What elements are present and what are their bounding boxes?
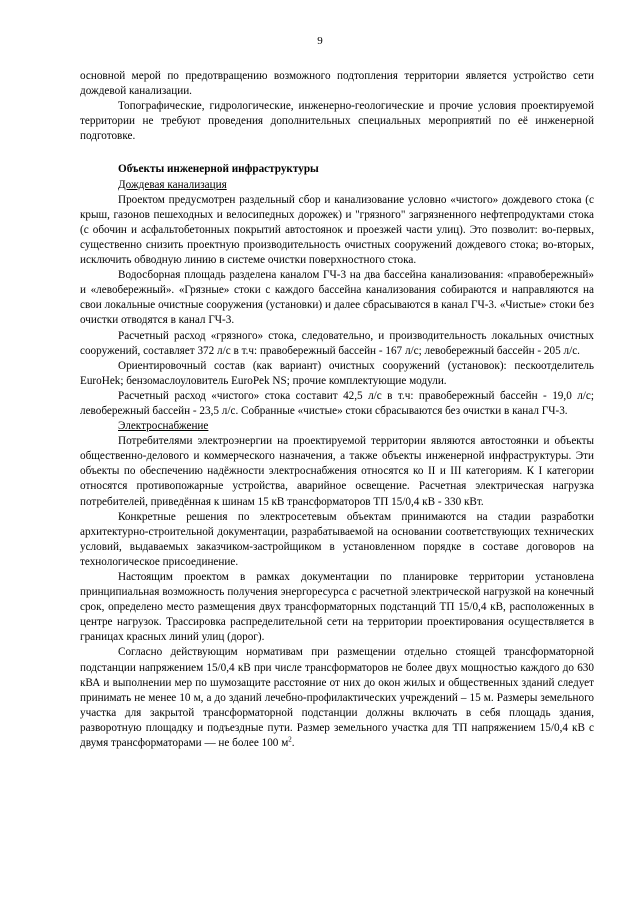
section-heading: Объекты инженерной инфраструктуры: [118, 163, 319, 176]
superscript-squared: 2: [288, 735, 292, 744]
paragraph-6: Ориентировочный состав (как вариант) очистных сооружений (установок): пескоотделитель EuroHek; бензомаслоуловитель EuroPek NS; прочие комплектующие модули.: [80, 359, 594, 387]
subheading-power-supply: Электроснабжение: [118, 420, 209, 433]
paragraph-11-text: Согласно действующим нормативам при размещении отдельно стоящей трансформаторной подстанции напряжением 15/0,4 кВ при числе трансформаторов не более двух мощностью каждого до 630 кВА и выполнении мер по шумозащите расстояние от них до окон жилых и общественных зданий следует принимать не менее 10 м, а до зданий лечебно-профилактических учреждений – 15 м. Размеры земельного участка для закрытой трансформаторной подстанции должны включать в себя площадь здания, разворотную площадку и подъездные пути. Размер земельного участка для ТП напряжением 15/0,4 кВ с двумя трансформаторами — не более 100 м: [80, 646, 594, 750]
paragraph-5: Расчетный расход «грязного» стока, следовательно, и производительность локальных очистных сооружений, составляет 372 л/с в т.ч: правобережный бассейн - 167 л/с; левобережный бассейн - 205 л/с.: [80, 329, 594, 357]
paragraph-7: Расчетный расход «чистого» стока составит 42,5 л/с в т.ч: правобережный бассейн - 19,0 л/с; левобережный бассейн - 23,5 л/с. Собранные «чистые» стоки сбрасываются без очистки в канал ГЧ-3.: [80, 389, 594, 417]
paragraph-1: основной мерой по предотвращению возможного подтопления территории является устройство сети дождевой канализации.: [80, 70, 594, 98]
paragraph-4: Водосборная площадь разделена каналом ГЧ-3 на два бассейна канализования: «правобережный» и «левобережный». «Грязные» стоки с каждого бассейна канализования собираются и направляются на свои локальные очистные сооружения (установки) и далее сбрасываются в канал ГЧ-3. «Чистые» стоки без очистки отводятся в канал ГЧ-3.: [80, 269, 594, 327]
paragraph-3: Проектом предусмотрен раздельный сбор и канализование условно «чистого» дождевого стока (с крыш, газонов пешеходных и велосипедных дорожек) и "грязного" загрязненного нефтепродуктами стока (с обочин и асфальтобетонных покрытий автостоянок и проезжей части улиц). Это позволит: во-первых, существенно снизить проектную производительность очистных сооружений дождевого стока; во-вторых, исключить обводную линию в системе очистки поверхностного стока.: [80, 193, 594, 267]
page-body: [80, 69, 594, 751]
paragraph-9: Конкретные решения по электросетевым объектам принимаются на стадии разработки архитектурно-строительной документации, разрабатываемой на основании соответствующих технических условий, выдаваемых заказчиком-застройщиком в установленном порядке в составе договоров на технологическое присоединение.: [80, 510, 594, 568]
paragraph-10: Настоящим проектом в рамках документации по планировке территории установлена принципиальная возможность получения энергоресурса с расчетной электрической нагрузкой на конечный срок, определено место размещения двух трансформаторных подстанций ТП 15/0,4 кВ, расположенных в центре нагрузок. Трассировка распределительной сети на территории проектирования осуществляется в границах красных линий улиц (дорог).: [80, 571, 594, 644]
subheading-rain-sewer: Дождевая канализация: [118, 178, 227, 191]
paragraph-11: [80, 645, 594, 751]
paragraph-8: Потребителями электроэнергии на проектируемой территории являются автостоянки и объекты общественно-делового и коммерческого назначения, а также объекты инженерной инфраструктуры. Эти объекты по обеспечению надёжности электроснабжения относятся ко II и III категориям. К I категории относятся противопожарные устройства, аварийное освещение. Расчетная электрическая нагрузка потребителей, приведённая к шинам 15 кВ трансформаторов ТП 15/0,4 кВ - 330 кВт.: [80, 435, 594, 508]
page-number: 9: [317, 35, 323, 47]
paragraph-11-end: .: [291, 737, 295, 750]
paragraph-2: Топографические, гидрологические, инженерно-геологические и прочие условия проектируемой территории не требуют проведения дополнительных специальных мероприятий по её инженерной подготовке.: [80, 100, 594, 143]
